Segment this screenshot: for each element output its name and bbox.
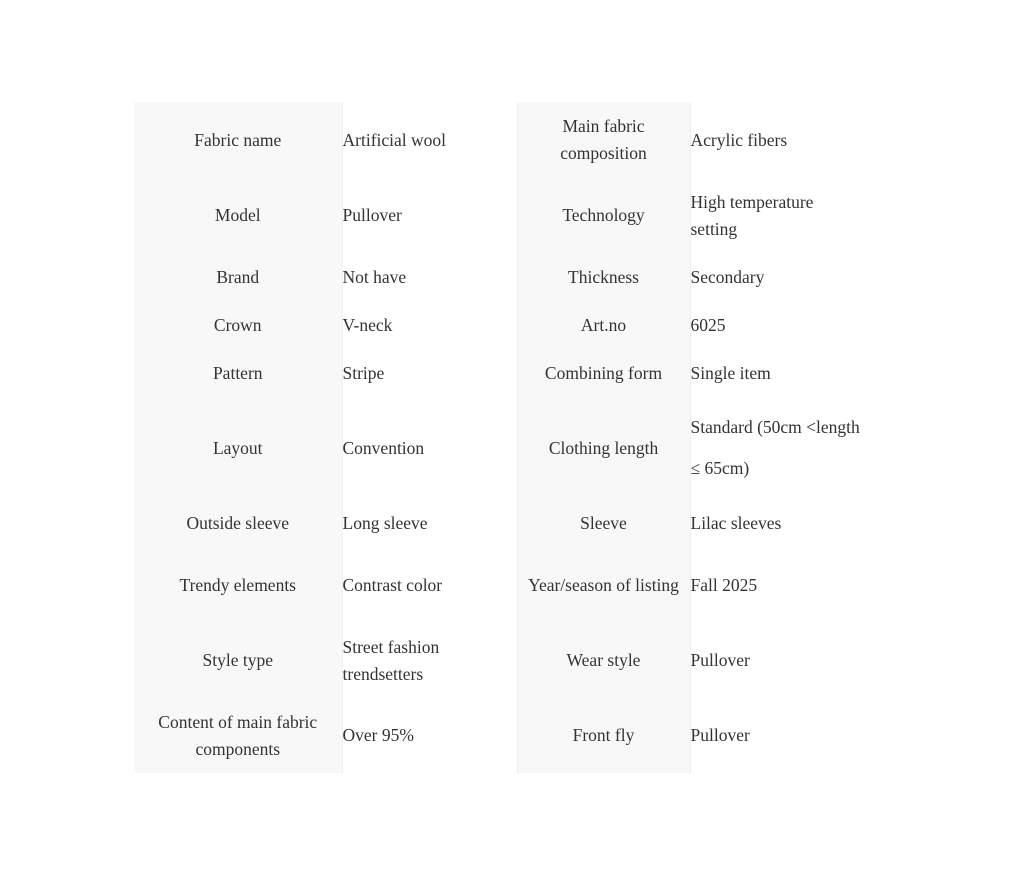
spec-row-model [134, 178, 864, 253]
spec-label: Brand [134, 253, 342, 301]
spec-row-fabric-name [134, 102, 864, 178]
spec-value: Single item [690, 349, 864, 397]
spec-label: Pattern [134, 349, 342, 397]
spec-label: Layout [134, 397, 342, 499]
spec-label: Art.no [517, 301, 690, 349]
spec-value: Artificial wool [342, 102, 517, 178]
spec-value: Over 95% [342, 698, 517, 773]
spec-label: Fabric name [134, 102, 342, 178]
spec-value: Fall 2025 [690, 547, 864, 623]
spec-label: Trendy elements [134, 547, 342, 623]
spec-value: Street fashion trendsetters [342, 623, 517, 698]
spec-label: Outside sleeve [134, 499, 342, 547]
spec-value: Contrast color [342, 547, 517, 623]
spec-row-layout [134, 397, 864, 499]
spec-row-outside-sleeve [134, 499, 864, 547]
spec-value: Pullover [690, 698, 864, 773]
spec-value: Secondary [690, 253, 864, 301]
spec-row-main-fabric-content [134, 698, 864, 773]
spec-label: Style type [134, 623, 342, 698]
spec-label: Main fabric composition [517, 102, 690, 178]
spec-label: Clothing length [517, 397, 690, 499]
spec-label: Technology [517, 178, 690, 253]
spec-value: High temperature setting [690, 178, 864, 253]
spec-value-text: Standard (50cm <length ≤ 65cm) [690, 417, 860, 478]
spec-value: Pullover [342, 178, 517, 253]
spec-value: Stripe [342, 349, 517, 397]
spec-value: Acrylic fibers [690, 102, 864, 178]
spec-row-pattern [134, 349, 864, 397]
spec-row-brand [134, 253, 864, 301]
spec-label: Model [134, 178, 342, 253]
spec-label: Thickness [517, 253, 690, 301]
spec-label: Content of main fabric components [134, 698, 342, 773]
spec-value: 6025 [690, 301, 864, 349]
spec-label: Crown [134, 301, 342, 349]
spec-label: Year/season of listing [517, 547, 690, 623]
spec-row-crown [134, 301, 864, 349]
spec-value: Not have [342, 253, 517, 301]
spec-value: Pullover [690, 623, 864, 698]
spec-value-clothing-length [690, 397, 864, 499]
spec-row-style-type [134, 623, 864, 698]
spec-value: Convention [342, 397, 517, 499]
spec-value: Long sleeve [342, 499, 517, 547]
spec-value: Lilac sleeves [690, 499, 864, 547]
spec-label: Combining form [517, 349, 690, 397]
spec-label: Front fly [517, 698, 690, 773]
product-spec-table [134, 102, 864, 773]
spec-value: V-neck [342, 301, 517, 349]
spec-label: Wear style [517, 623, 690, 698]
spec-label: Sleeve [517, 499, 690, 547]
spec-row-trendy-elements [134, 547, 864, 623]
